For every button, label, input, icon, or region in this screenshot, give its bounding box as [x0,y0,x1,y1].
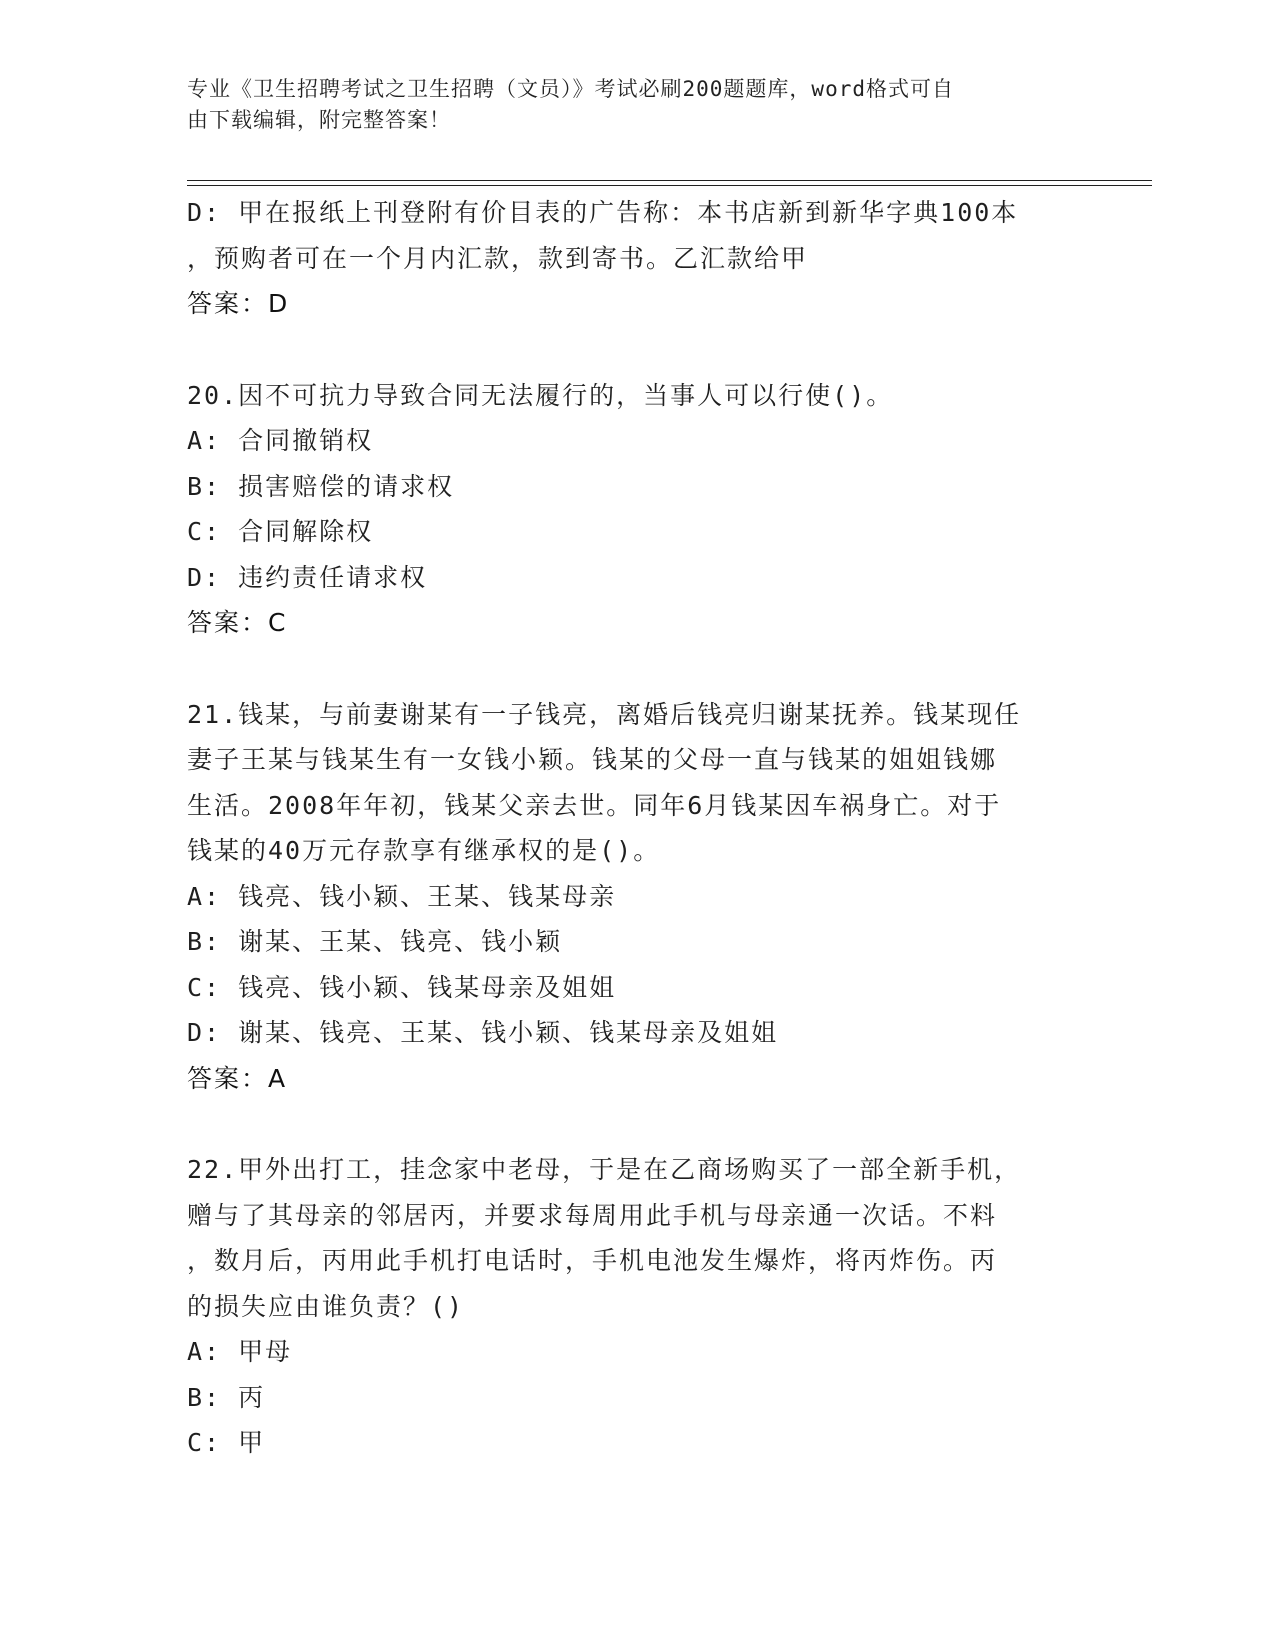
option-a: A: 钱亮、钱小颖、王某、钱某母亲 [187,881,617,911]
option-c: C: 钱亮、钱小颖、钱某母亲及姐姐 [187,972,617,1002]
header-line-1: 专业《卫生招聘考试之卫生招聘（文员）》考试必刷200题题库，word格式可自 [187,77,954,101]
question-19-tail [187,190,1087,327]
question-stem-line-4: 钱某的40万元存款享有继承权的是()。 [187,836,661,865]
spacer [187,327,1087,373]
question-stem-line-3: ，数月后，丙用此手机打电话时，手机电池发生爆炸，将丙炸伤。丙 [187,1246,998,1275]
question-stem-line-2: 妻子王某与钱某生有一女钱小颖。钱某的父母一直与钱某的姐姐钱娜 [187,745,998,774]
option-c: C: 甲 [187,1428,266,1457]
question-stem-line-4: 的损失应由谁负责？() [187,1291,465,1321]
option-c: C: 合同解除权 [187,517,374,546]
answer-label: 答案：C [187,608,288,637]
question-content [187,190,1087,1466]
header-divider-bottom [187,185,1152,186]
question-22 [187,1147,1087,1466]
document-header [187,74,1067,136]
question-21 [187,692,1087,1102]
option-d: D: 谢某、钱亮、王某、钱小颖、钱某母亲及姐姐 [187,1018,779,1047]
option-b: B: 丙 [187,1382,266,1412]
question-stem-line-1: 21.钱某，与前妻谢某有一子钱亮，离婚后钱亮归谢某抚养。钱某现任 [187,699,1022,729]
question-stem-line-2: 赠与了其母亲的邻居丙，并要求每周用此手机与母亲通一次话。不料 [187,1200,998,1230]
option-a: A: 合同撤销权 [187,426,374,455]
option-b: B: 损害赔偿的请求权 [187,471,455,501]
option-d-line-2: ，预购者可在一个月内汇款，款到寄书。乙汇款给甲 [187,243,809,273]
option-d-line-1: D: 甲在报纸上刊登附有价目表的广告称：本书店新到新华字典100本 [187,198,1019,227]
option-d: D: 违约责任请求权 [187,562,428,592]
answer-label: 答案：D [187,289,290,318]
spacer [187,646,1087,692]
header-divider-top [187,180,1152,181]
question-stem-line-1: 22.甲外出打工，挂念家中老母，于是在乙商场购买了一部全新手机， [187,1155,1022,1184]
option-b: B: 谢某、王某、钱亮、钱小颖 [187,927,563,956]
question-20 [187,373,1087,646]
spacer [187,1101,1087,1147]
question-stem: 20.因不可抗力导致合同无法履行的，当事人可以行使()。 [187,380,894,410]
header-line-2: 由下载编辑，附完整答案！ [187,108,451,132]
answer-label: 答案：A [187,1063,288,1093]
option-a: A: 甲母 [187,1337,293,1366]
question-stem-line-3: 生活。2008年年初，钱某父亲去世。同年6月钱某因车祸身亡。对于 [187,790,1002,820]
